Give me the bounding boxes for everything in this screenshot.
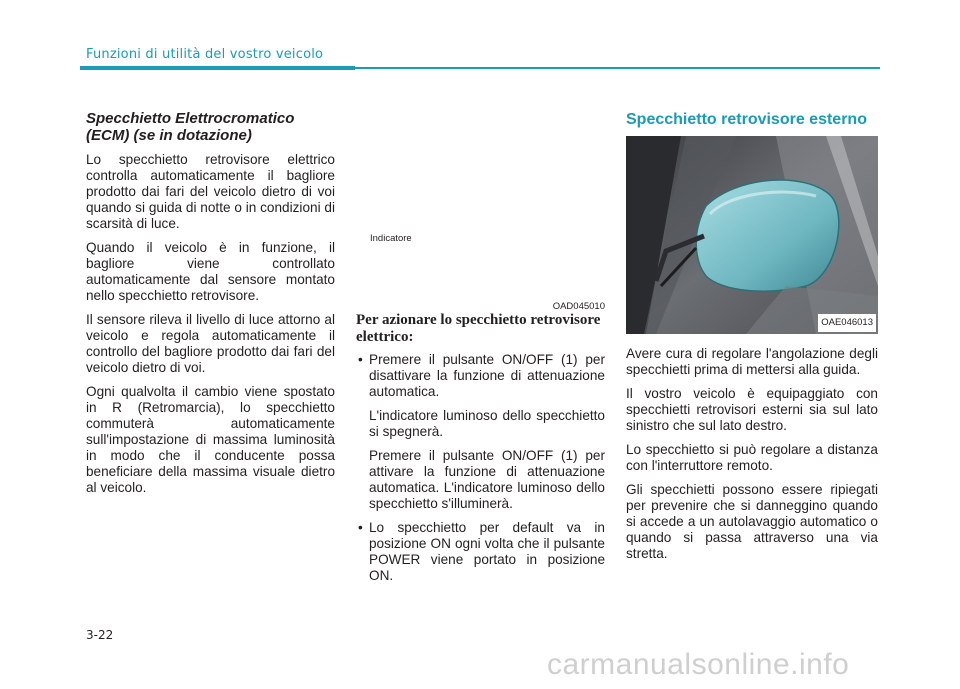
photo-code: OAE046013 bbox=[818, 314, 876, 332]
outside-mirror-paragraph: Gli specchietti possono essere ripiegati per prevenire che si danneggino quando si accede a un autolavaggio automatico o quando si passa attraverso una via stretta. bbox=[626, 482, 878, 561]
watermark: carmanualsonline.info bbox=[547, 648, 850, 681]
outside-mirror-paragraph: Il vostro veicolo è equipaggiato con specchietti retrovisori esterni sia sul lato sinistro che sul lato destro. bbox=[626, 386, 878, 433]
bullet-text: Premere il pulsante ON/OFF (1) per attivare la funzione di attenuazione automatica. L'indicatore luminoso dello specchietto s'illuminerà. bbox=[369, 448, 605, 511]
ecm-paragraph: Quando il veicolo è in funzione, il bagliore viene controllato automaticamente dal sensore montato nello specchietto retrovisore. bbox=[86, 240, 335, 303]
column-outside-mirror bbox=[626, 111, 878, 570]
column-ecm bbox=[86, 110, 335, 504]
ecm-paragraph: Lo specchietto retrovisore elettrico controlla automaticamente il bagliore prodotto dai fari del veicolo dietro di voi quando si guida di notte o in condizioni di scarsità di luce. bbox=[86, 152, 335, 231]
bullet-text: • Lo specchietto per default va in posizione ON ogni volta che il pulsante POWER viene portato in posizione ON. bbox=[369, 520, 605, 583]
page-number: 3-22 bbox=[86, 628, 114, 642]
column-ecm-operation bbox=[356, 222, 605, 592]
operation-subhead: Per azionare lo specchietto retrovisore elettrico: bbox=[356, 312, 601, 345]
ecm-section-title: Specchietto Elettrocromatico (ECM) (se in dotazione) bbox=[86, 110, 295, 144]
ecm-figure bbox=[356, 222, 605, 312]
list-item bbox=[356, 352, 605, 512]
indicator-label: Indicatore bbox=[370, 233, 412, 244]
outside-mirror-title: Specchietto retrovisore esterno bbox=[626, 111, 867, 128]
outside-mirror-photo bbox=[626, 136, 878, 334]
figure-code: OAD045010 bbox=[552, 301, 605, 312]
list-item bbox=[356, 520, 605, 584]
bullet-text: L'indicatore luminoso dello specchietto si spegnerà. bbox=[369, 408, 605, 439]
header-rule-thin bbox=[355, 67, 880, 69]
outside-mirror-paragraph: Avere cura di regolare l'angolazione degli specchietti prima di mettersi alla guida. bbox=[626, 346, 878, 377]
ecm-paragraph: Ogni qualvolta il cambio viene spostato in R (Retromarcia), lo specchietto commuterà automaticamente sull'impostazione di massima luminosità in modo che il conducente possa beneficiare della massima visuale dietro al veicolo. bbox=[86, 384, 335, 495]
ecm-paragraph: Il sensore rileva il livello di luce attorno al veicolo e regola automaticamente il controllo del bagliore prodotto dai fari del veicolo dietro di voi. bbox=[86, 312, 335, 375]
outside-mirror-paragraph: Lo specchietto si può regolare a distanza con l'interruttore remoto. bbox=[626, 442, 878, 473]
operation-list bbox=[356, 352, 605, 584]
chapter-title: Funzioni di utilità del vostro veicolo bbox=[86, 47, 324, 62]
bullet-text: • Premere il pulsante ON/OFF (1) per disattivare la funzione di attenuazione automatica. bbox=[369, 352, 605, 399]
header-rule-thick bbox=[80, 66, 355, 70]
mirror-illustration bbox=[626, 136, 878, 334]
